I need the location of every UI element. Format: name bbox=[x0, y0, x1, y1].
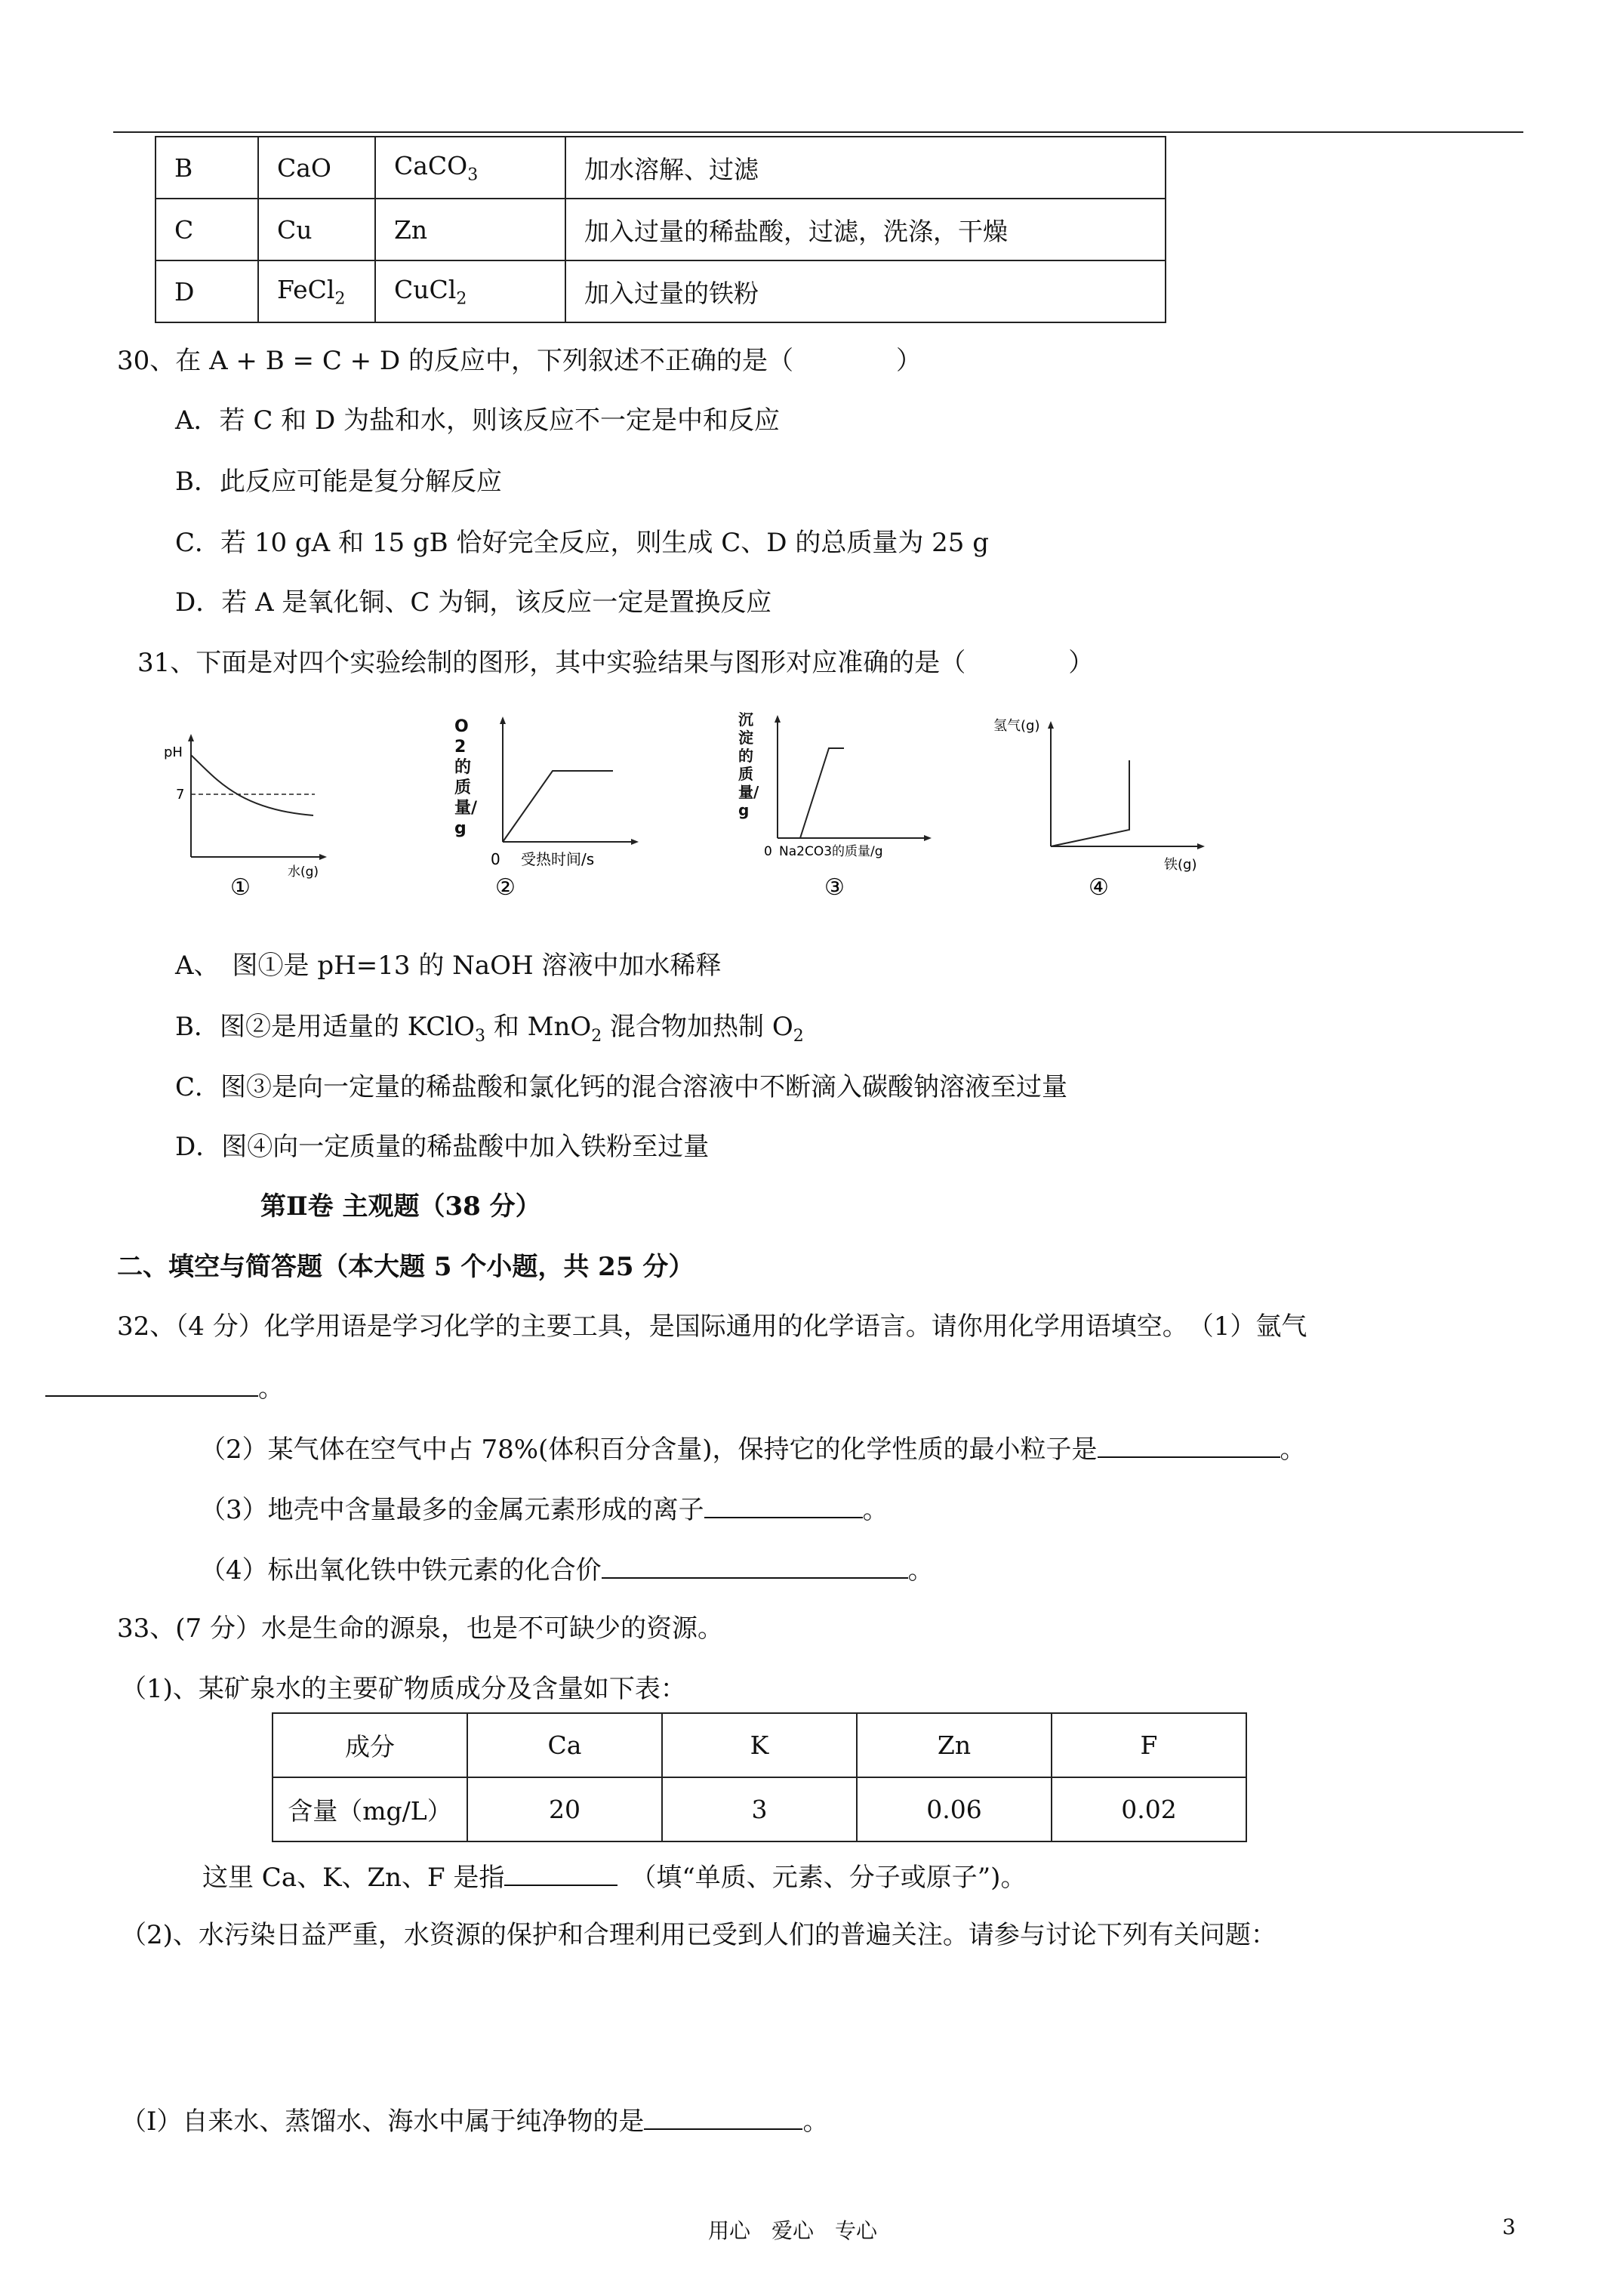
separation-table bbox=[155, 136, 1166, 323]
answer-blank[interactable] bbox=[1098, 1431, 1280, 1458]
ph-curve bbox=[191, 755, 313, 815]
x-axis-label: 铁(g) bbox=[1164, 857, 1197, 873]
o2-line bbox=[503, 771, 613, 842]
y-axis-label: 沉淀的质量/g bbox=[738, 710, 759, 819]
header-cell: F bbox=[1052, 1713, 1246, 1777]
cell: CuCl$_2$ bbox=[375, 260, 565, 322]
table-row bbox=[156, 199, 1166, 260]
q32-line1: 。 bbox=[45, 1370, 284, 1405]
chart-4-svg bbox=[981, 706, 1230, 906]
cell: Zn bbox=[375, 199, 565, 260]
chart-2-svg bbox=[445, 706, 642, 906]
cell: 0.06 bbox=[857, 1777, 1052, 1841]
chart-1-svg bbox=[155, 725, 336, 906]
reference-label: 7 bbox=[176, 787, 185, 803]
cell: 20 bbox=[467, 1777, 662, 1841]
origin-label: 0 bbox=[491, 850, 500, 868]
x-axis-arrow bbox=[319, 854, 327, 860]
answer-blank[interactable] bbox=[704, 1491, 863, 1518]
header-cell: K bbox=[662, 1713, 857, 1777]
x-axis-label: Na2CO3的质量/g bbox=[779, 844, 883, 859]
cell: 3 bbox=[662, 1777, 857, 1841]
q33-part1: （1)、某矿泉水的主要矿物质成分及含量如下表： bbox=[121, 1674, 686, 1704]
q30-option-b: B．此反应可能是复分解反应 bbox=[175, 467, 502, 497]
page-number: 3 bbox=[1502, 2214, 1516, 2239]
table-header-row bbox=[273, 1713, 1246, 1777]
q30-option-a: A．若 C 和 D 为盐和水，则该反应不一定是中和反应 bbox=[175, 405, 781, 436]
cell: 加水溶解、过滤 bbox=[565, 137, 1166, 199]
y-axis-label: 氢气(g) bbox=[993, 718, 1040, 734]
y-axis-arrow bbox=[1048, 721, 1054, 729]
origin-label: 0 bbox=[764, 844, 772, 859]
cell: CaO bbox=[258, 137, 375, 199]
chart-number: ① bbox=[230, 874, 251, 901]
q31-option-b: B．图②是用适量的 KClO$_3$ 和 MnO$_2$ 混合物加热制 $O_2$ bbox=[175, 1012, 804, 1046]
answer-blank[interactable] bbox=[45, 1370, 258, 1397]
y-axis-label: pH bbox=[164, 744, 183, 760]
q31-stem: 31、下面是对四个实验绘制的图形，其中实验结果与图形对应准确的是（ ） bbox=[137, 648, 1095, 678]
part-title: 二、填空与简答题（本大题 5 个小题，共 25 分） bbox=[117, 1252, 694, 1282]
cell: FeCl$_2$ bbox=[258, 260, 375, 322]
chart-number: ③ bbox=[824, 874, 845, 901]
q33-part1b: 这里 Ca、K、Zn、F 是指 （填“单质、元素、分子或原子”)。 bbox=[202, 1859, 1026, 1894]
cell: 含量（mg/L） bbox=[273, 1777, 467, 1841]
header-cell: 成分 bbox=[273, 1713, 467, 1777]
y-axis-label-box bbox=[454, 717, 485, 845]
precipitate-line bbox=[784, 748, 844, 838]
q33-part3: （Ⅰ）自来水、蒸馏水、海水中属于纯净物的是 。 bbox=[121, 2103, 828, 2138]
y-axis-label-box bbox=[738, 710, 767, 846]
chart-1 bbox=[155, 725, 336, 906]
y-axis-arrow bbox=[500, 717, 506, 724]
cell: 加入过量的铁粉 bbox=[565, 260, 1166, 322]
cell: D bbox=[156, 260, 258, 322]
q31-option-a: A、 图①是 pH=13 的 NaOH 溶液中加水稀释 bbox=[175, 951, 722, 981]
q32-stem: 32、（4 分）化学用语是学习化学的主要工具，是国际通用的化学语言。请你用化学用语填空。 （1）氩气 bbox=[117, 1311, 1307, 1342]
y-axis-arrow bbox=[775, 715, 781, 723]
chart-4 bbox=[981, 706, 1230, 906]
section-title: 第Ⅱ卷 主观题（38 分） bbox=[260, 1191, 541, 1222]
footer-motto: 用心 爱心 专心 bbox=[708, 2218, 878, 2243]
q31-option-d: D．图④向一定质量的稀盐酸中加入铁粉至过量 bbox=[175, 1132, 710, 1162]
mineral-table bbox=[272, 1712, 1247, 1842]
q31-option-c: C．图③是向一定量的稀盐酸和氯化钙的混合溶液中不断滴入碳酸钠溶液至过量 bbox=[175, 1072, 1068, 1102]
table-row bbox=[156, 137, 1166, 199]
cell: 0.02 bbox=[1052, 1777, 1246, 1841]
cell: C bbox=[156, 199, 258, 260]
chart-number: ② bbox=[495, 874, 516, 901]
x-axis-label: 受热时间/s bbox=[521, 850, 595, 868]
y-axis-arrow bbox=[188, 734, 194, 741]
header-rule bbox=[113, 131, 1523, 133]
x-axis-arrow bbox=[924, 835, 932, 841]
x-axis-arrow bbox=[631, 839, 639, 845]
hydrogen-line bbox=[1051, 760, 1129, 846]
header-cell: Zn bbox=[857, 1713, 1052, 1777]
q33-stem: 33、(7 分）水是生命的源泉，也是不可缺少的资源。 bbox=[117, 1613, 723, 1644]
answer-blank[interactable] bbox=[602, 1552, 908, 1579]
q32-part4: （4）标出氧化铁中铁元素的化合价 。 bbox=[200, 1552, 934, 1587]
table-row bbox=[156, 260, 1166, 322]
q33-part2: （2)、水污染日益严重，水资源的保护和合理利用已受到人们的普遍关注。请参与讨论下列有关问题： bbox=[121, 1920, 1277, 1950]
q32-part2: （2）某气体在空气中占 78%(体积百分含量)，保持它的化学性质的最小粒子是 。 bbox=[200, 1431, 1306, 1466]
q30-option-c: C．若 10 gA 和 15 gB 恰好完全反应，则生成 C、D 的总质量为 25 g bbox=[175, 528, 989, 558]
chart-3-svg bbox=[725, 706, 944, 906]
chart-3 bbox=[725, 706, 944, 906]
header-cell: Ca bbox=[467, 1713, 662, 1777]
chart-number: ④ bbox=[1089, 874, 1109, 901]
x-axis-arrow bbox=[1197, 843, 1205, 849]
table-row bbox=[273, 1777, 1246, 1841]
cell: CaCO$_3$ bbox=[375, 137, 565, 199]
cell: Cu bbox=[258, 199, 375, 260]
y-axis-label: O2的质量/g bbox=[454, 717, 478, 838]
q30-option-d: D．若 A 是氧化铜、C 为铜，该反应一定是置换反应 bbox=[175, 587, 772, 618]
answer-blank[interactable] bbox=[644, 2103, 802, 2130]
answer-blank[interactable] bbox=[504, 1859, 617, 1886]
cell: 加入过量的稀盐酸，过滤，洗涤，干燥 bbox=[565, 199, 1166, 260]
x-axis-label: 水(g) bbox=[288, 864, 319, 880]
cell: B bbox=[156, 137, 258, 199]
chart-2 bbox=[445, 706, 642, 906]
q32-part3: （3）地壳中含量最多的金属元素形成的离子 。 bbox=[200, 1491, 888, 1527]
q30-stem: 30、在 A + B = C + D 的反应中，下列叙述不正确的是（ ） bbox=[117, 346, 922, 376]
